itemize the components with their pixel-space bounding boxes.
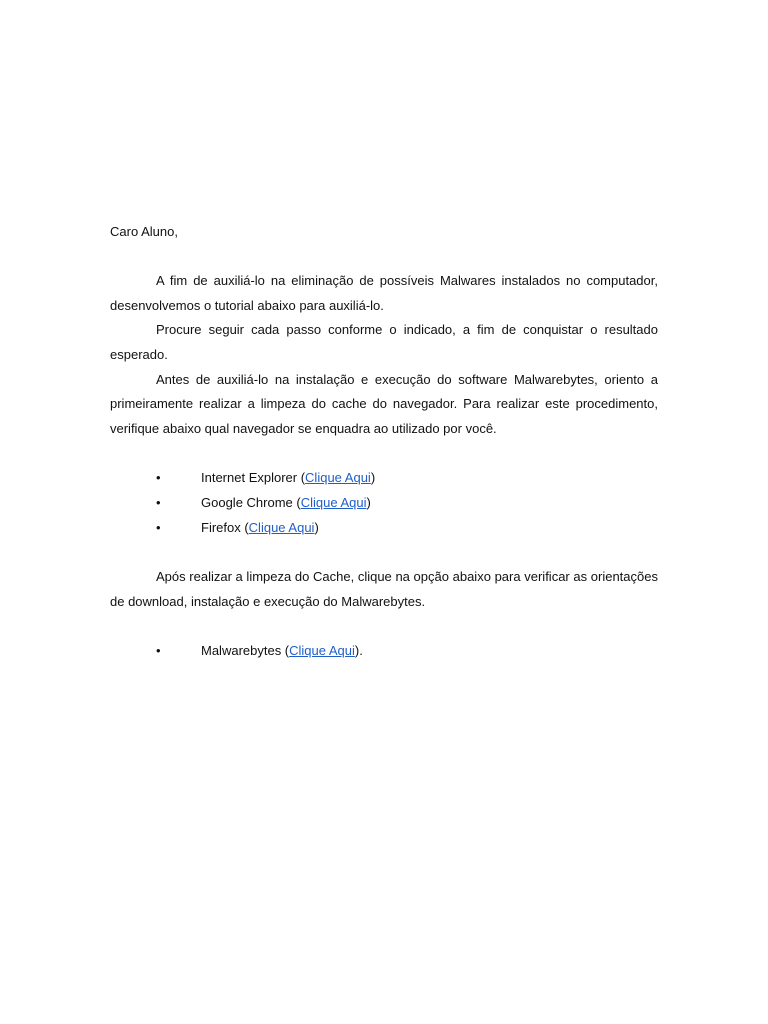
browser-name: Internet Explorer ( xyxy=(201,469,306,485)
instruction-paragraph: Procure seguir cada passo conforme o indicado, a fim de conquistar o resultado esperado. xyxy=(110,322,658,362)
malwarebytes-list xyxy=(110,639,658,664)
bullet-icon: • xyxy=(156,494,161,510)
cache-paragraph: Antes de auxiliá-lo na instalação e execução do software Malwarebytes, oriento a primeiramente realizar a limpeza do cache do navegador. Para realizar este procedimento, verifique abaixo qual navegador se enquadra ao utilizado por você. xyxy=(110,371,658,436)
browser-name: Google Chrome ( xyxy=(201,494,301,510)
software-name: Malwarebytes ( xyxy=(201,642,290,658)
internet-explorer-link[interactable]: Clique Aqui xyxy=(305,469,371,485)
blank-line xyxy=(110,245,658,270)
list-item-internet-explorer xyxy=(110,466,658,491)
closing-paren: ) xyxy=(314,519,319,535)
blank-line xyxy=(110,614,658,639)
closing-paren: ) xyxy=(366,494,371,510)
intro-paragraph: A fim de auxiliá-lo na eliminação de possíveis Malwares instalados no computador, desenvolvemos o tutorial abaixo para auxiliá-lo. xyxy=(110,273,658,313)
greeting: Caro Aluno, xyxy=(110,224,178,239)
list-item-google-chrome xyxy=(110,491,658,516)
bullet-icon: • xyxy=(156,469,161,485)
browser-name: Firefox ( xyxy=(201,519,249,535)
bullet-icon: • xyxy=(156,642,161,658)
firefox-link[interactable]: Clique Aqui xyxy=(248,519,315,535)
after-cache-paragraph: Após realizar a limpeza do Cache, clique na opção abaixo para verificar as orientações de download, instalação e execução do Malwarebytes. xyxy=(110,568,658,609)
list-item-firefox xyxy=(110,516,658,541)
list-item-malwarebytes xyxy=(110,639,658,664)
letter-body xyxy=(110,220,658,664)
blank-line xyxy=(110,441,658,466)
blank-line xyxy=(110,540,658,565)
google-chrome-link[interactable]: Clique Aqui xyxy=(300,494,367,510)
bullet-icon: • xyxy=(156,519,161,535)
malwarebytes-link[interactable]: Clique Aqui xyxy=(289,642,355,658)
closing-paren: ) xyxy=(370,469,376,485)
closing-paren: ). xyxy=(354,642,363,658)
browser-list xyxy=(110,466,658,540)
